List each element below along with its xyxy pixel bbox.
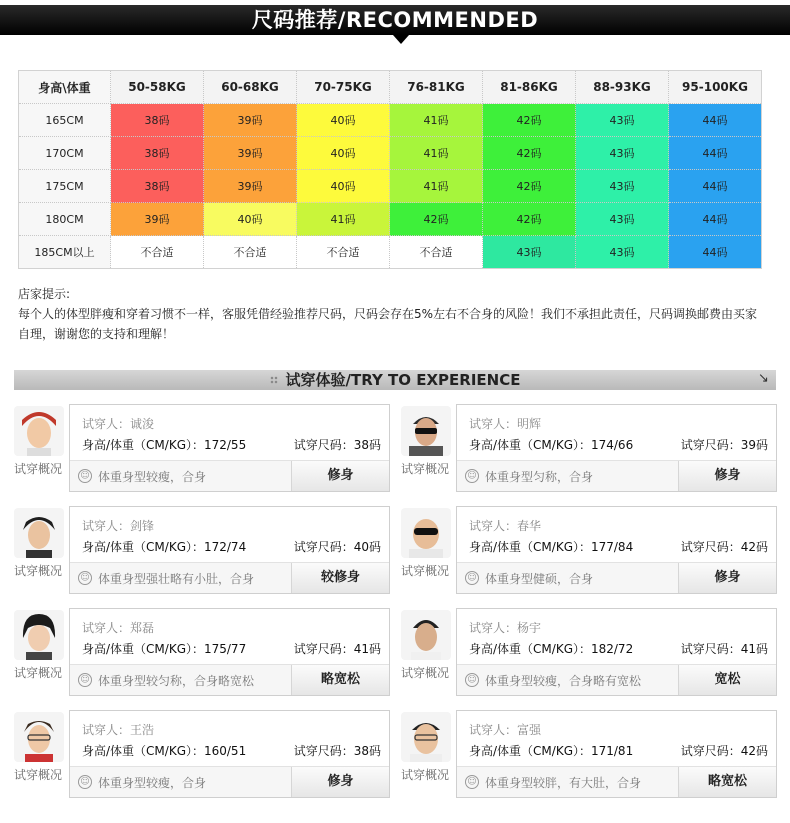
tester-size: 试穿尺码：39码 [680,438,768,452]
size-cell: 40码 [297,170,390,203]
recommended-banner [0,0,790,42]
avatar-label: 试穿概况 [14,462,63,476]
size-cell: 39码 [111,203,204,236]
tester-stats: 身高/体重（CM/KG）：174/66 [469,438,634,452]
table-row [19,170,762,203]
tester-note-row [457,460,776,491]
size-cell: 43码 [576,137,669,170]
size-cell: 42码 [483,104,576,137]
size-recommendation-table [18,70,762,269]
tester-name: 试穿人：王浩 [82,723,155,737]
tester-size: 试穿尺码：41码 [293,642,381,656]
fit-button[interactable]: 略宽松 [678,767,776,797]
size-cell: 39码 [204,170,297,203]
size-cell: 不合适 [390,236,483,269]
smile-icon: ☺ [465,469,479,483]
size-cell: 42码 [483,137,576,170]
tester-stats: 身高/体重（CM/KG）：171/81 [469,744,634,758]
size-cell: 42码 [483,170,576,203]
tester-note: 体重身型匀称，合身 [485,470,594,484]
tester-name: 试穿人：剑锋 [82,519,155,533]
tester-size: 试穿尺码：42码 [680,744,768,758]
size-cell: 不合适 [111,236,204,269]
tester-size: 试穿尺码：38码 [293,438,381,452]
fit-button[interactable]: 修身 [291,461,389,491]
height-row-header: 165CM [19,104,111,137]
try-section-title-wrap [14,370,776,390]
size-cell: 44码 [669,104,762,137]
tester-card [401,608,777,696]
size-cell: 44码 [669,170,762,203]
tester-card [14,608,390,696]
tester-note: 体重身型较瘦，合身 [98,470,207,484]
height-row-header: 175CM [19,170,111,203]
tester-stats: 身高/体重（CM/KG）：172/55 [82,438,247,452]
size-cell: 39码 [204,137,297,170]
fit-button[interactable]: 修身 [678,563,776,593]
avatar [401,406,451,456]
smile-icon: ☺ [78,673,92,687]
table-row [19,104,762,137]
size-cell: 41码 [390,137,483,170]
table-row [19,203,762,236]
size-cell: 43码 [576,170,669,203]
smile-icon: ☺ [78,775,92,789]
tester-stats: 身高/体重（CM/KG）：160/51 [82,744,247,758]
try-section-title: 试穿体验/TRY TO EXPERIENCE [285,371,521,389]
tester-card [14,710,390,798]
weight-column-header: 95-100KG [669,71,762,104]
tester-note: 体重身型健硕，合身 [485,572,594,586]
size-cell: 39码 [204,104,297,137]
smile-icon: ☺ [78,469,92,483]
weight-column-header: 70-75KG [297,71,390,104]
weight-column-header: 60-68KG [204,71,297,104]
tester-panel [69,404,390,492]
avatar [14,508,64,558]
tester-stats: 身高/体重（CM/KG）：172/74 [82,540,247,554]
size-cell: 43码 [483,236,576,269]
avatar-label: 试穿概况 [401,462,450,476]
tester-size: 试穿尺码：40码 [293,540,381,554]
smile-icon: ☺ [465,673,479,687]
avatar [401,712,451,762]
table-row [19,137,762,170]
size-cell: 44码 [669,236,762,269]
tester-name: 试穿人：诚浚 [82,417,155,431]
avatar-label: 试穿概况 [401,768,450,782]
smile-icon: ☺ [465,775,479,789]
dots-icon [270,376,278,384]
tester-panel [456,608,777,696]
banner-title: 尺码推荐/RECOMMENDED [251,8,539,32]
tester-note: 体重身型强壮略有小肚，合身 [98,572,255,586]
fit-button[interactable]: 宽松 [678,665,776,695]
tester-name: 试穿人：明辉 [469,417,542,431]
size-cell: 40码 [297,104,390,137]
smile-icon: ☺ [465,571,479,585]
weight-column-header: 76-81KG [390,71,483,104]
fit-button[interactable]: 较修身 [291,563,389,593]
tester-note: 体重身型较瘦，合身略有宽松 [485,674,642,688]
tester-panel [69,608,390,696]
tester-panel [69,506,390,594]
avatar [14,712,64,762]
tester-size: 试穿尺码：42码 [680,540,768,554]
table-header-row [19,71,762,104]
tester-stats: 身高/体重（CM/KG）：177/84 [469,540,634,554]
size-cell: 44码 [669,137,762,170]
try-section-header [14,370,776,390]
tester-card [14,404,390,492]
avatar-label: 试穿概况 [14,666,63,680]
tester-note-row [457,766,776,797]
size-cell: 41码 [297,203,390,236]
size-cell: 不合适 [204,236,297,269]
tester-note: 体重身型较匀称，合身略宽松 [98,674,255,688]
tester-stats: 身高/体重（CM/KG）：182/72 [469,642,634,656]
size-cell: 41码 [390,104,483,137]
tester-note-row [70,562,389,593]
size-cell: 40码 [204,203,297,236]
size-cell: 40码 [297,137,390,170]
weight-column-header: 81-86KG [483,71,576,104]
fit-button[interactable]: 修身 [291,767,389,797]
tester-size: 试穿尺码：41码 [680,642,768,656]
tester-note-row [457,562,776,593]
avatar [401,610,451,660]
notes-text: 每个人的体型胖瘦和穿着习惯不一样，客服凭借经验推荐尺码，尺码会存在5%左右不合身的风险！我们不承担此责任，尺码调换邮费由买家自理，谢谢您的支持和理解！ [18,307,758,341]
size-cell: 42码 [390,203,483,236]
size-cell: 43码 [576,236,669,269]
tester-note-row [70,766,389,797]
tester-note: 体重身型较瘦，合身 [98,776,207,790]
size-cell: 43码 [576,104,669,137]
tester-card [401,710,777,798]
weight-column-header: 50-58KG [111,71,204,104]
size-cell: 38码 [111,137,204,170]
size-cell: 38码 [111,170,204,203]
tester-note-row [70,664,389,695]
height-row-header: 185CM以上 [19,236,111,269]
size-cell: 不合适 [297,236,390,269]
tester-card [14,506,390,594]
fit-button[interactable]: 略宽松 [291,665,389,695]
tester-note-row [457,664,776,695]
weight-column-header: 88-93KG [576,71,669,104]
tester-panel [456,710,777,798]
tester-note-row [70,460,389,491]
banner-notch [393,35,409,44]
tester-panel [456,506,777,594]
size-cell: 38码 [111,104,204,137]
shop-notes [18,284,768,344]
height-row-header: 180CM [19,203,111,236]
tester-name: 试穿人：富强 [469,723,542,737]
tester-name: 试穿人：郑磊 [82,621,155,635]
avatar-label: 试穿概况 [14,768,63,782]
table-corner-header: 身高\体重 [19,71,111,104]
avatar [14,406,64,456]
arrow-down-right-icon: ↘ [758,371,769,386]
size-cell: 44码 [669,203,762,236]
tester-panel [456,404,777,492]
avatar [14,610,64,660]
notes-title: 店家提示: [18,287,71,301]
size-cell: 43码 [576,203,669,236]
fit-button[interactable]: 修身 [678,461,776,491]
tester-card [401,404,777,492]
size-cell: 42码 [483,203,576,236]
tester-panel [69,710,390,798]
height-row-header: 170CM [19,137,111,170]
avatar-label: 试穿概况 [401,564,450,578]
smile-icon: ☺ [78,571,92,585]
tester-note: 体重身型较胖，有大肚，合身 [485,776,642,790]
tester-card [401,506,777,594]
tester-size: 试穿尺码：38码 [293,744,381,758]
tester-stats: 身高/体重（CM/KG）：175/77 [82,642,247,656]
tester-name: 试穿人：春华 [469,519,542,533]
avatar [401,508,451,558]
avatar-label: 试穿概况 [14,564,63,578]
tester-name: 试穿人：杨宇 [469,621,542,635]
table-row [19,236,762,269]
avatar-label: 试穿概况 [401,666,450,680]
size-cell: 41码 [390,170,483,203]
